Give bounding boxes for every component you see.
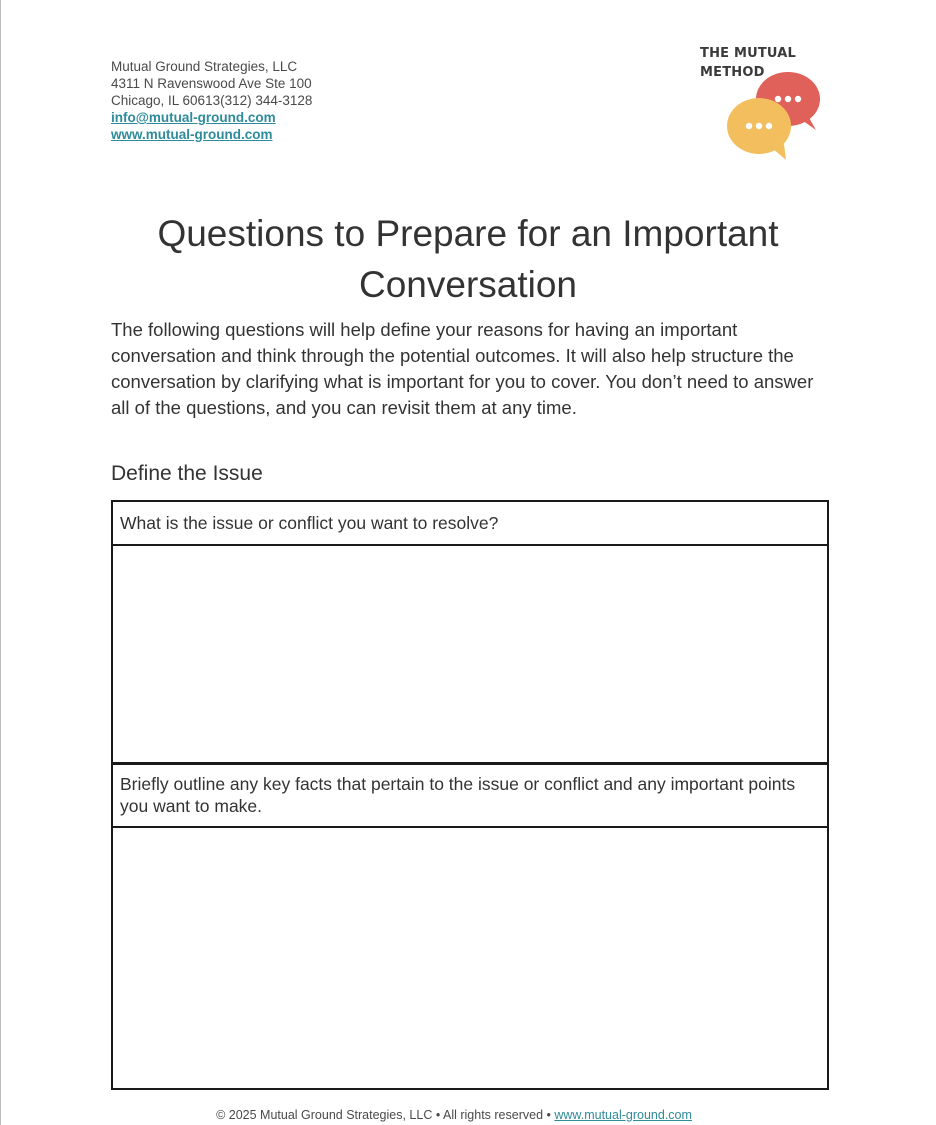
question-label: What is the issue or conflict you want to resolve? [113, 502, 827, 546]
logo-line-2: METHOD [700, 65, 765, 80]
footer-copyright: © 2025 Mutual Ground Strategies, LLC • All rights reserved • [216, 1108, 555, 1122]
mutual-method-logo [700, 44, 830, 164]
footer [0, 1107, 908, 1123]
speech-bubbles-icon [722, 70, 822, 162]
answer-area[interactable] [113, 546, 827, 763]
title-line-1: Questions to Prepare for an Important [157, 213, 779, 254]
intro-paragraph: The following questions will help define your reasons for having an important conversation and think through the potential outcomes. It will also help structure the conversation by clarifying what is important for you to cover. You don’t need to answer all of the questions, and you can revisit them at any time. [111, 319, 814, 418]
footer-website-link[interactable]: www.mutual-ground.com [554, 1108, 692, 1122]
title-line-2: Conversation [358, 264, 577, 305]
answer-area[interactable] [113, 828, 827, 1088]
question-box-issue [111, 500, 829, 765]
company-info [111, 58, 312, 143]
company-name: Mutual Ground Strategies, LLC [111, 59, 298, 74]
website-link[interactable]: www.mutual-ground.com [111, 127, 273, 142]
address-line-2: Chicago, IL 60613(312) 344-3128 [111, 93, 313, 108]
section-heading: Define the Issue [111, 462, 263, 485]
question-box-key-facts [111, 762, 829, 1090]
question-label: Briefly outline any key facts that pertain to the issue or conflict and any important points you want to make. [113, 764, 827, 828]
page-edge [0, 0, 1, 1125]
page-title [60, 208, 876, 310]
email-link[interactable]: info@mutual-ground.com [111, 110, 276, 125]
address-line-1: 4311 N Ravenswood Ave Ste 100 [111, 76, 312, 91]
logo-line-1: THE MUTUAL [700, 46, 797, 61]
